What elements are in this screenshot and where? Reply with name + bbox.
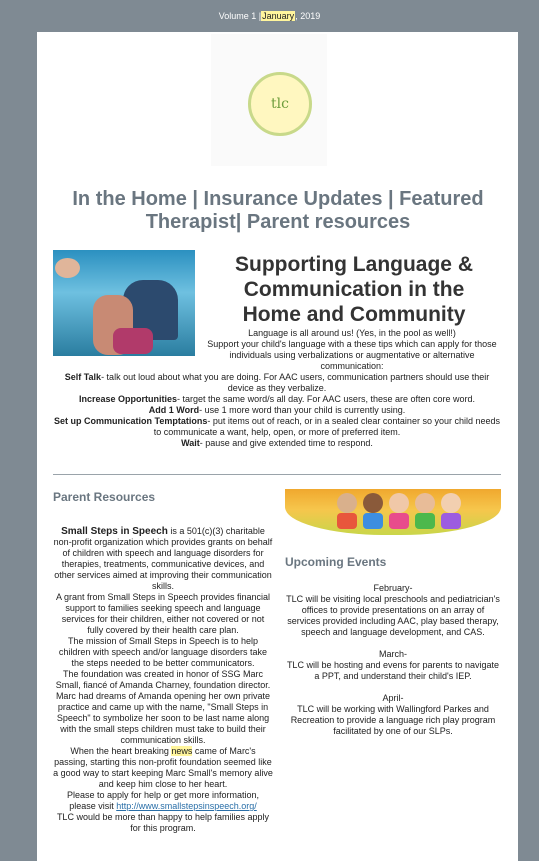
tip-add-word (53, 405, 501, 416)
parent-resources-title: Parent Resources (53, 490, 156, 504)
child-shirt (337, 513, 357, 529)
child-shirt (415, 513, 435, 529)
tip-wait (53, 438, 501, 449)
upcoming-events-column (285, 555, 501, 748)
year-label: , 2019 (295, 11, 321, 21)
child-shirt (363, 513, 383, 529)
tlc-logo (248, 72, 312, 136)
intro-line: Language is all around us! (Yes, in the pool as well!) (248, 328, 456, 338)
event-item (285, 693, 501, 737)
article-title: Supporting Language & Communication in the Home and Community (235, 253, 473, 326)
tip-text: - use 1 more word than your child is currently using. (199, 405, 406, 415)
tip-self-talk (53, 372, 501, 394)
resource-text: Please to apply for help or get more information, please visit (66, 790, 260, 811)
resource-paragraph: The mission of Small Steps in Speech is to help children with speech and/or language disorders take the steps needed to be better communicators. (58, 636, 268, 668)
child-face (415, 493, 435, 513)
events-list (285, 583, 501, 737)
logo-text: tlc (271, 96, 289, 112)
event-month: March- (378, 649, 407, 659)
child-face (441, 493, 461, 513)
event-month: February- (373, 583, 413, 593)
tip-label: Self Talk (64, 372, 102, 382)
upcoming-events-title: Upcoming Events (285, 555, 387, 569)
month-highlight: January (262, 11, 295, 21)
tip-label: Wait (181, 438, 200, 448)
brand-name: Small Steps in Speech (61, 526, 168, 537)
resource-paragraph: The foundation was created in honor of SSG Marc Small, fiancé of Amanda Charney, foundation director. Marc had dreams of Amanda opening her own private practice and came up with the name, "Small Steps in Speech" to symbolize her soon to be last name along with the small steps children must take to build their communication skills. (55, 669, 271, 745)
resource-paragraph (53, 746, 273, 790)
resource-text: is a 501(c)(3) charitable non-profit organization which provides grants on behalf of children with speech and language disorders for therapies, treatments, communicative devices, and other services aimed at improving their communication skills. (53, 526, 273, 591)
parent-resources-body (53, 526, 273, 834)
tip-label: Add 1 Word (148, 405, 200, 415)
child-shirt (441, 513, 461, 529)
volume-date-bar (0, 0, 539, 32)
section-divider (53, 474, 501, 475)
tip-label: Increase Opportunities (79, 394, 178, 404)
event-text: TLC will be working with Wallingford Parkes and Recreation to provide a language rich play program facilitated by one of our SLPs. (290, 704, 496, 736)
tip-text: - put items out of reach, or in a sealed clear container so your child needs to communicate a want, help, open, or more of preferred item. (153, 416, 500, 437)
child-face (389, 493, 409, 513)
parent-resources-column (53, 490, 273, 834)
news-highlight: news (171, 746, 193, 756)
resource-text: came of Marc's passing, starting this non-profit foundation seemed like a good way to start keeping Marc Small's memory alive and keep him close to her heart. (53, 746, 273, 789)
article-body (53, 328, 501, 449)
child-shirt (389, 513, 409, 529)
volume-label: Volume 1 | (218, 11, 262, 21)
tip-increase-opportunities (53, 394, 501, 405)
tip-temptations (53, 416, 501, 438)
section-headline: In the Home | Insurance Updates | Featured Therapist| Parent resources (72, 188, 484, 233)
event-item (285, 583, 501, 638)
tip-label: Set up Communication Temptations (53, 416, 208, 426)
resource-paragraph: A grant from Small Steps in Speech provides financial support to families seeking speech and language services for their children, either not covered or not fully covered by their health care plan. (55, 592, 271, 635)
child-face (363, 493, 383, 513)
resource-paragraph (53, 790, 273, 812)
event-month: April- (382, 693, 404, 703)
resource-paragraph: TLC would be more than happy to help families apply for this program. (56, 812, 270, 833)
child-face (337, 493, 357, 513)
resource-paragraph (53, 526, 273, 592)
resource-text: When the heart breaking (70, 746, 172, 756)
photo-figure (55, 258, 80, 278)
website-link[interactable]: http://www.smallstepsinspeech.org/ (116, 801, 257, 811)
tip-text: - talk out loud about what you are doing. For AAC users, communication partners should use their device as they verbalize. (101, 372, 490, 393)
tip-text: - pause and give extended time to respond. (199, 438, 373, 448)
event-item (285, 649, 501, 682)
tip-text: - target the same word/s all day. For AAC users, these are often core word. (177, 394, 475, 404)
event-text: TLC will be visiting local preschools and pediatrician's offices to provide presentations on an array of services provided including AAC, play based therapy, speech and language development, and CAS. (286, 594, 500, 637)
event-text: TLC will be hosting and evens for parents to navigate a PPT, and understand their child's IEP. (286, 660, 500, 681)
intro-line: Support your child's language with a these tips which can apply for those individuals using verbalizations or augmentative or alternative communication: (207, 339, 497, 371)
